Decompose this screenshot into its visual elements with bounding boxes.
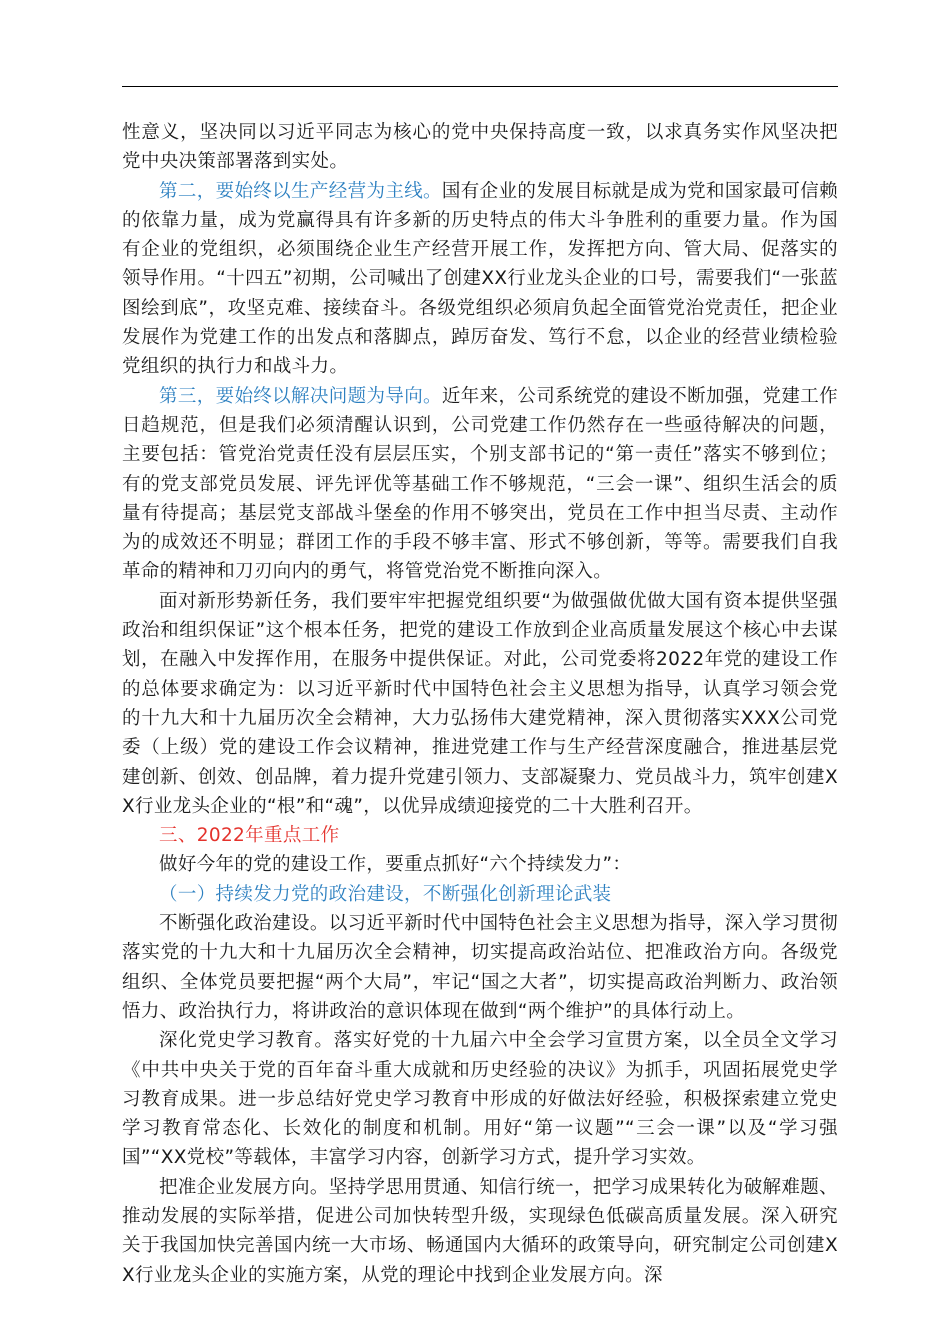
section-heading: 三、2022年重点工作 — [159, 825, 340, 847]
header-rule — [122, 86, 838, 87]
paragraph-party-history: 深化党史学习教育。落实好党的十九届六中全会学习宣贯方案，以全员全文学习《中共中央关于党的百年奋斗重大成就和历史经验的决议》为抓手，巩固拓展党史学习教育成果。进一步总结好党史学习教育中形成的好做法好经验，积极探索建立党史学习教育常态化、长效化的制度和机制。用好“第一议题”“三会一课”以及“学习强国”“XX党校”等载体，丰富学习内容，创新学习方式，提升学习实效。 — [122, 1030, 838, 1169]
paragraph-development-direction: 把准企业发展方向。坚持学思用贯通、知信行统一，把学习成果转化为破解难题、推动发展的实际举措，促进公司加快转型升级，实现绿色低碳高质量发展。深入研究关于我国加快完善国内统一大市场、畅通国内大循环的政策导向，研究制定公司创建XX行业龙头企业的实施方案，从党的理论中找到企业发展方向。深 — [122, 1176, 838, 1286]
document-body — [122, 118, 838, 1290]
point-lead: 第三，要始终以解决问题为导向。 — [159, 385, 442, 407]
paragraph-continuation: 性意义，坚决同以习近平同志为核心的党中央保持高度一致，以求真务实作风坚决把党中央决策部署落到实处。 — [122, 122, 838, 173]
paragraph-political-building: 不断强化政治建设。以习近平新时代中国特色社会主义思想为指导，深入学习贯彻落实党的十九大和十九届历次全会精神，切实提高政治站位、把准政治方向。各级党组织、全体党员要把握“两个大局”，牢记“国之大者”，切实提高政治判断力、政治领悟力、政治执行力，将讲政治的意识体现在做到“两个维护”的具体行动上。 — [122, 913, 838, 1022]
paragraph-requirements: 面对新形势新任务，我们要牢牢把握党组织要“为做强做优做大国有资本提供坚强政治和组织保证”这个根本任务，把党的建设工作放到企业高质量发展这个核心中去谋划，在融入中发挥作用，在服务中提供保证。对此，公司党委将2022年党的建设工作的总体要求确定为：以习近平新时代中国特色社会主义思想为指导，认真学习领会党的十九大和十九届历次全会精神，大力弘扬伟大建党精神，深入贯彻落实XXX公司党委（上级）党的建设工作会议精神，推进党建工作与生产经营深度融合，推进基层党建创新、创效、创品牌，着力提升党建引领力、支部凝聚力、党员战斗力，筑牢创建XX行业龙头企业的“根”和“魂”，以优异成绩迎接党的二十大胜利召开。 — [122, 590, 838, 817]
paragraph-second-point: 第二，要始终以生产经营为主线。国有企业的发展目标就是成为党和国家最可信赖的依靠力量，成为党赢得具有许多新的历史特点的伟大斗争胜利的重要力量。作为国有企业的党组织，必须围绕企业生产经营开展工作，发挥把方向、管大局、促落实的领导作用。“十四五”初期，公司喊出了创建XX行业龙头企业的口号，需要我们“一张蓝图绘到底”，攻坚克难、接续奋斗。各级党组织必须肩负起全面管党治党责任，把企业发展作为党建工作的出发点和落脚点，踔厉奋发、笃行不怠，以企业的经营业绩检验党组织的执行力和战斗力。 — [122, 180, 838, 378]
subsection-heading: （一）持续发力党的政治建设，不断强化创新理论武装 — [159, 883, 612, 905]
paragraph-intro: 做好今年的党的建设工作，要重点抓好“六个持续发力”： — [159, 854, 632, 876]
point-lead: 第二，要始终以生产经营为主线。 — [159, 180, 442, 202]
paragraph-third-point: 第三，要始终以解决问题为导向。近年来，公司系统党的建设不断加强，党建工作日趋规范，但是我们必须清醒认识到，公司党建工作仍然存在一些亟待解决的问题，主要包括：管党治党责任没有层层压实，个别支部书记的“第一责任”落实不够到位；有的党支部党员发展、评先评优等基础工作不够规范，“三会一课”、组织生活会的质量有待提高；基层党支部战斗堡垒的作用不够突出，党员在工作中担当尽责、主动作为的成效还不明显；群团工作的手段不够丰富、形式不够创新，等等。需要我们自我革命的精神和刀刃向内的勇气，将管党治党不断推向深入。 — [122, 385, 838, 583]
